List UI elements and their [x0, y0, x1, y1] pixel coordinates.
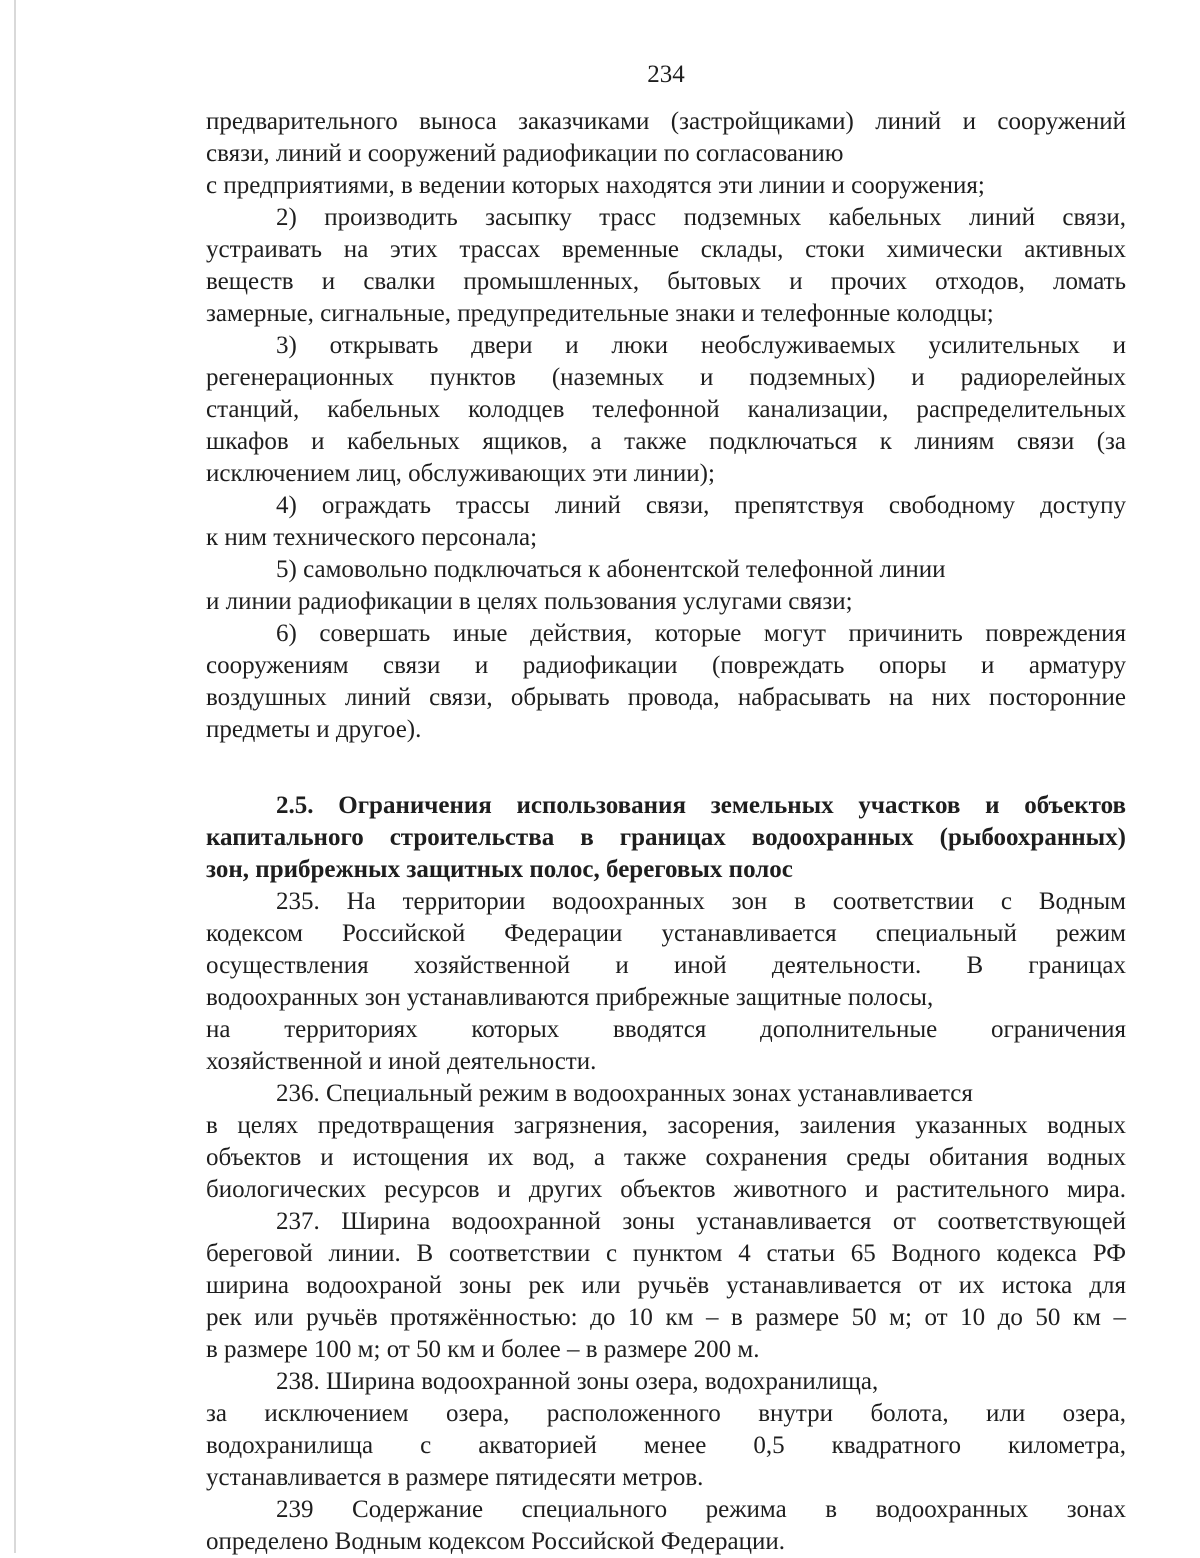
text-line: веществ и свалки промышленных, бытовых и прочих отходов, ломать [206, 268, 1126, 295]
text-line: объектов и истощения их вод, а также сохранения среды обитания водных [206, 1144, 1126, 1171]
section-heading-line: зон, прибрежных защитных полос, береговых полос [206, 856, 793, 883]
text-line: определено Водным кодексом Российской Федерации. [206, 1528, 786, 1555]
text-line: осуществления хозяйственной и иной деятельности. В границах [206, 952, 1126, 979]
text-line: станций, кабельных колодцев телефонной канализации, распределительных [206, 396, 1126, 423]
page-number: 234 [647, 61, 685, 88]
text-line: водоохранных зон устанавливаются прибрежные защитные полосы, [206, 984, 934, 1011]
text-line: в целях предотвращения загрязнения, засорения, заиления указанных водных [206, 1112, 1126, 1139]
text-line: ширина водоохраной зоны рек или ручьёв устанавливается от их истока для [206, 1272, 1126, 1299]
text-line: замерные, сигнальные, предупредительные знаки и телефонные колодцы; [206, 300, 994, 327]
text-line: устанавливается в размере пятидесяти метров. [206, 1464, 704, 1491]
section-heading-line: 2.5. Ограничения использования земельных участков и объектов [276, 792, 1126, 819]
text-line: с предприятиями, в ведении которых находятся эти линии и сооружения; [206, 172, 985, 199]
document-body [206, 106, 1126, 1558]
text-line: 2) производить засыпку трасс подземных кабельных линий связи, [276, 204, 1126, 231]
section-heading-line: капитального строительства в границах водоохранных (рыбоохранных) [206, 824, 1126, 851]
text-line: биологических ресурсов и других объектов животного и растительного мира. [206, 1176, 1126, 1203]
text-line: 4) ограждать трассы линий связи, препятствуя свободному доступу [276, 492, 1126, 519]
text-line: и линии радиофикации в целях пользования услугами связи; [206, 588, 853, 615]
text-line: устраивать на этих трассах временные склады, стоки химически активных [206, 236, 1126, 263]
text-line: к ним технического персонала; [206, 524, 538, 551]
text-line: регенерационных пунктов (наземных и подземных) и радиорелейных [206, 364, 1126, 391]
text-line: связи, линий и сооружений радиофикации по согласованию [206, 140, 844, 167]
text-line: 238. Ширина водоохранной зоны озера, водохранилища, [276, 1368, 879, 1395]
section-gap [206, 746, 1126, 790]
text-line: кодексом Российской Федерации устанавливается специальный режим [206, 920, 1126, 947]
text-line: предварительного выноса заказчиками (застройщиками) линий и сооружений [206, 108, 1126, 135]
text-line: 235. На территории водоохранных зон в соответствии с Водным [276, 888, 1126, 915]
text-line: на территориях которых вводятся дополнительные ограничения [206, 1016, 1126, 1043]
text-line: за исключением озера, расположенного внутри болота, или озера, [206, 1400, 1126, 1427]
text-line: водохранилища с акваторией менее 0,5 квадратного километра, [206, 1432, 1126, 1459]
scan-edge-line [14, 0, 16, 1553]
text-line: 5) самовольно подключаться к абонентской телефонной линии [276, 556, 946, 583]
text-line: предметы и другое). [206, 716, 422, 743]
text-line: 236. Специальный режим в водоохранных зонах устанавливается [276, 1080, 973, 1107]
text-line: 237. Ширина водоохранной зоны устанавливается от соответствующей [276, 1208, 1126, 1235]
text-line: шкафов и кабельных ящиков, а также подключаться к линиям связи (за [206, 428, 1126, 455]
text-line: в размере 100 м; от 50 км и более – в размере 200 м. [206, 1336, 760, 1363]
text-line: 6) совершать иные действия, которые могут причинить повреждения [276, 620, 1126, 647]
text-line: хозяйственной и иной деятельности. [206, 1048, 597, 1075]
text-line: рек или ручьёв протяжённостью: до 10 км – в размере 50 м; от 10 до 50 км – [206, 1304, 1126, 1331]
text-line: сооружениям связи и радиофикации (повреждать опоры и арматуру [206, 652, 1126, 679]
text-line: 239 Содержание специального режима в водоохранных зонах [276, 1496, 1126, 1523]
text-line: воздушных линий связи, обрывать провода, набрасывать на них посторонние [206, 684, 1126, 711]
text-line: береговой линии. В соответствии с пунктом 4 статьи 65 Водного кодекса РФ [206, 1240, 1126, 1267]
text-line: 3) открывать двери и люки необслуживаемых усилительных и [276, 332, 1126, 359]
text-line: исключением лиц, обслуживающих эти линии); [206, 460, 715, 487]
